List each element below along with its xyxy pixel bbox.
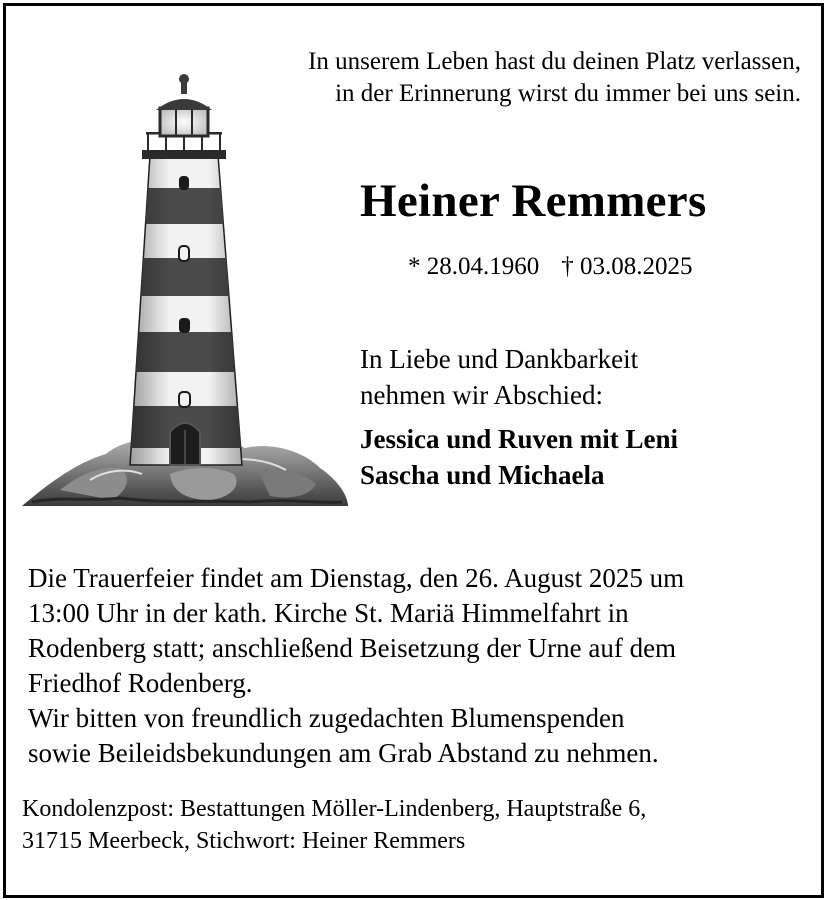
- ceremony-line-3: Rodenberg statt; anschließend Beisetzung der Urne auf dem: [28, 633, 677, 663]
- lighthouse-lantern: [142, 74, 226, 159]
- lighthouse-illustration: [20, 70, 350, 516]
- bereaved-names: [360, 421, 678, 493]
- quote-line-2: in der Erinnerung wirst du immer bei uns sein.: [335, 80, 801, 107]
- ceremony-line-4: Friedhof Rodenberg.: [28, 668, 253, 698]
- lighthouse-door: [170, 423, 200, 465]
- farewell-text: [360, 341, 638, 413]
- condolence-line-2: 31715 Meerbeck, Stichwort: Heiner Remmers: [22, 828, 466, 854]
- funeral-ceremony-text: [28, 561, 684, 771]
- bereaved-line-2: Sascha und Michaela: [360, 460, 605, 490]
- birth-date: * 28.04.1960: [408, 253, 540, 280]
- farewell-line-1: In Liebe und Dankbarkeit: [360, 344, 639, 374]
- ceremony-line-1: Die Trauerfeier findet am Dienstag, den 26. August 2025 um: [28, 563, 685, 593]
- deceased-name: Heiner Remmers: [360, 175, 707, 227]
- lighthouse-tower: [120, 155, 250, 465]
- ceremony-line-2: 13:00 Uhr in der kath. Kirche St. Mariä Himmelfahrt in: [28, 598, 629, 628]
- life-dates: [408, 253, 693, 281]
- quote-line-1: In unserem Leben hast du deinen Platz verlassen,: [308, 48, 801, 75]
- ceremony-line-5: Wir bitten von freundlich zugedachten Blumenspenden: [28, 703, 625, 733]
- bereaved-line-1: Jessica und Ruven mit Leni: [360, 424, 679, 454]
- condolence-line-1: Kondolenzpost: Bestattungen Möller-Lindenberg, Hauptstraße 6,: [22, 796, 647, 822]
- farewell-line-2: nehmen wir Abschied:: [360, 380, 603, 410]
- ceremony-line-6: sowie Beileidsbekundungen am Grab Abstand zu nehmen.: [28, 738, 659, 768]
- condolence-address: [22, 793, 646, 857]
- death-date: † 03.08.2025: [561, 253, 693, 280]
